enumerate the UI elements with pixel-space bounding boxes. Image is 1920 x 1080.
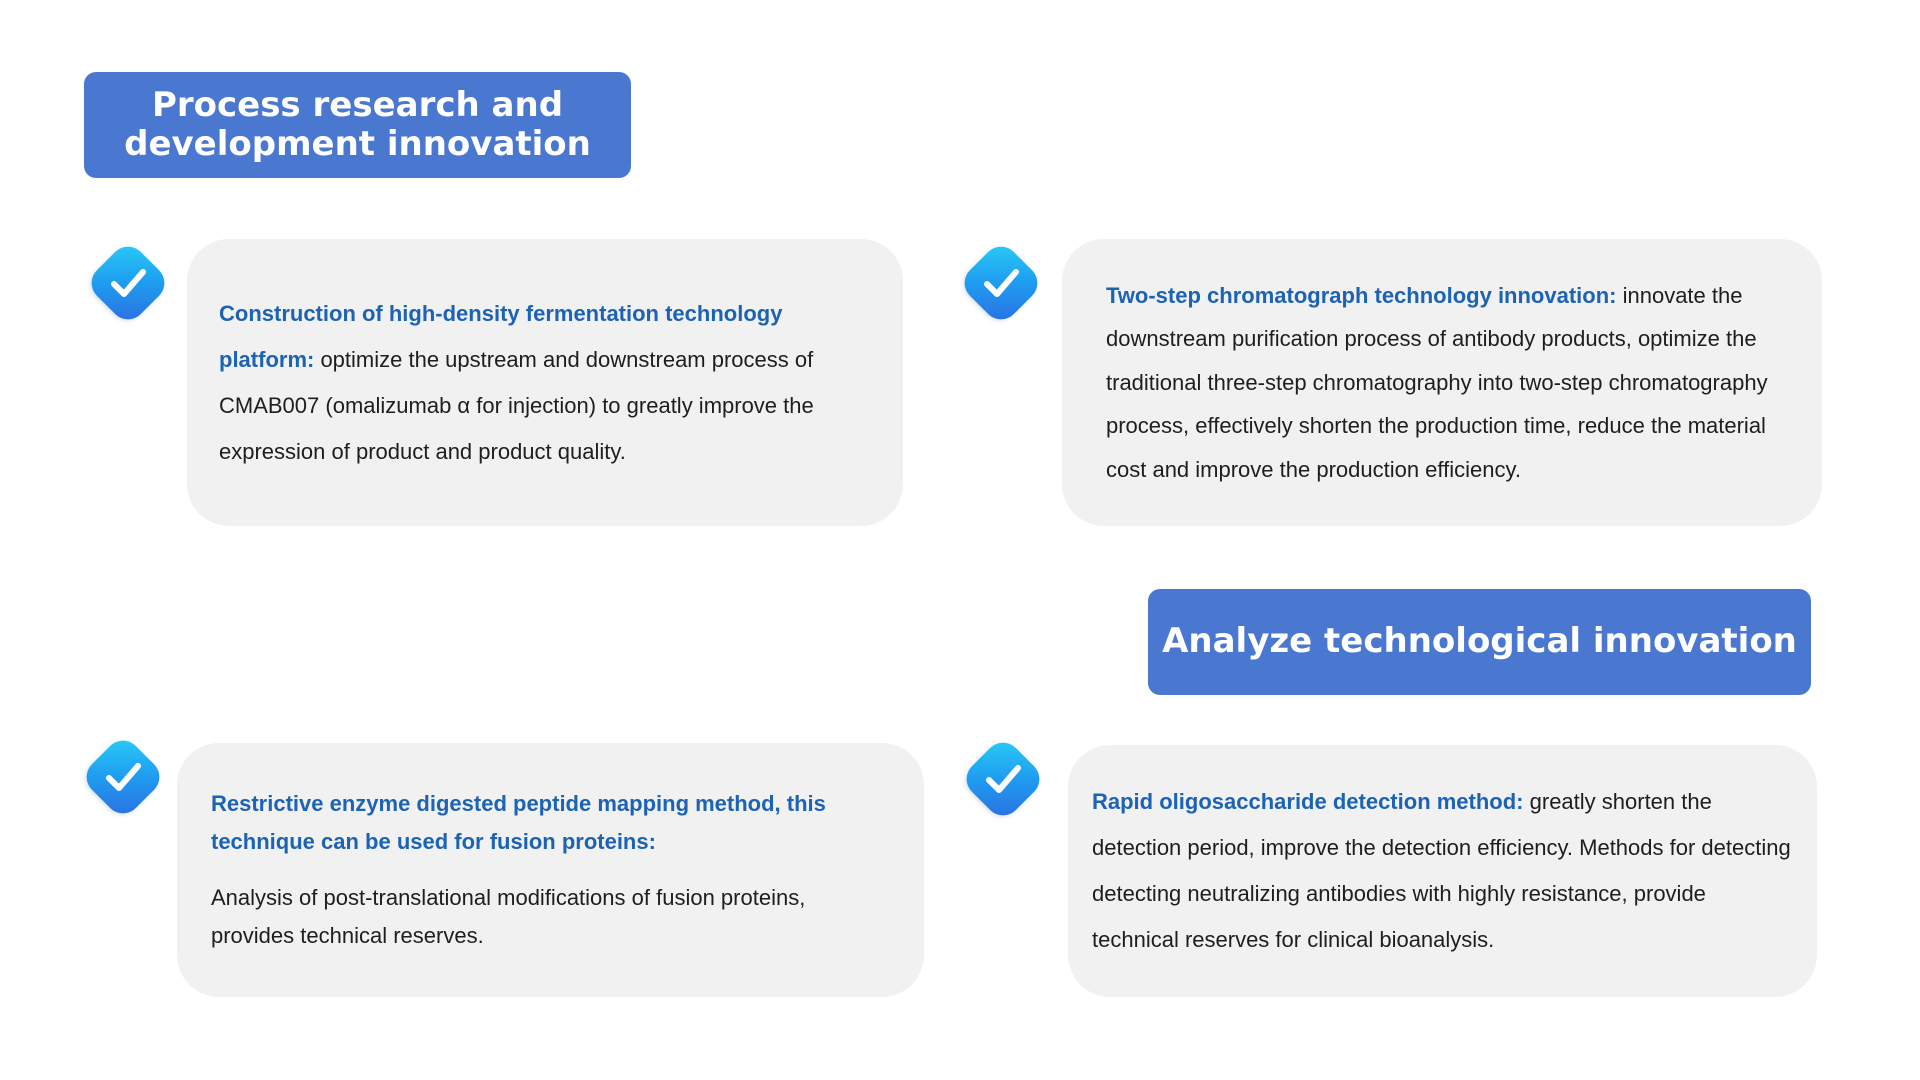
oligosaccharide-card [1068, 745, 1817, 997]
fermentation-card [187, 239, 903, 526]
chromatograph-card [1062, 239, 1822, 526]
process-research-title-line2: development innovation [124, 124, 591, 164]
oligosaccharide-title: Rapid oligosaccharide detection method: [1092, 789, 1524, 814]
analyze-innovation-banner [1148, 589, 1811, 695]
peptide-mapping-title: Restrictive enzyme digested peptide mapping method, this technique can be used for fusion proteins: [211, 791, 826, 854]
chromatograph-body: innovate the downstream purification process of antibody products, optimize the traditional three-step chromatography into two-step chromatography process, effectively shorten the production time, reduce the material cost and improve the production efficiency. [1106, 282, 1768, 482]
fermentation-text [219, 291, 875, 475]
check-badge-icon [84, 239, 172, 327]
fermentation-body: optimize the upstream and downstream process of CMAB007 (omalizumab α for injection) to greatly improve the expression of product and product quality. [219, 346, 814, 464]
process-research-title-line1: Process research and [151, 84, 564, 125]
check-badge-icon [957, 239, 1045, 327]
chromatograph-title: Two-step chromatograph technology innovation: [1106, 282, 1617, 308]
check-badge-icon [959, 735, 1047, 823]
analyze-innovation-title: Analyze technological innovation [1162, 621, 1797, 662]
chromatograph-text [1106, 274, 1804, 492]
process-research-banner [84, 72, 631, 178]
fermentation-title: Construction of high-density fermentation technology platform: [219, 300, 783, 372]
check-badge-icon [79, 733, 167, 821]
oligosaccharide-text [1092, 779, 1793, 963]
peptide-mapping-card [177, 743, 924, 997]
oligosaccharide-body: greatly shorten the detection period, improve the detection efficiency. Methods for detecting detecting neutralizing antibodies with highly resistance, provide technical reserves for clinical bioanalysis. [1092, 789, 1791, 952]
peptide-mapping-body: Analysis of post-translational modifications of fusion proteins, provides technical reserves. [211, 885, 806, 948]
